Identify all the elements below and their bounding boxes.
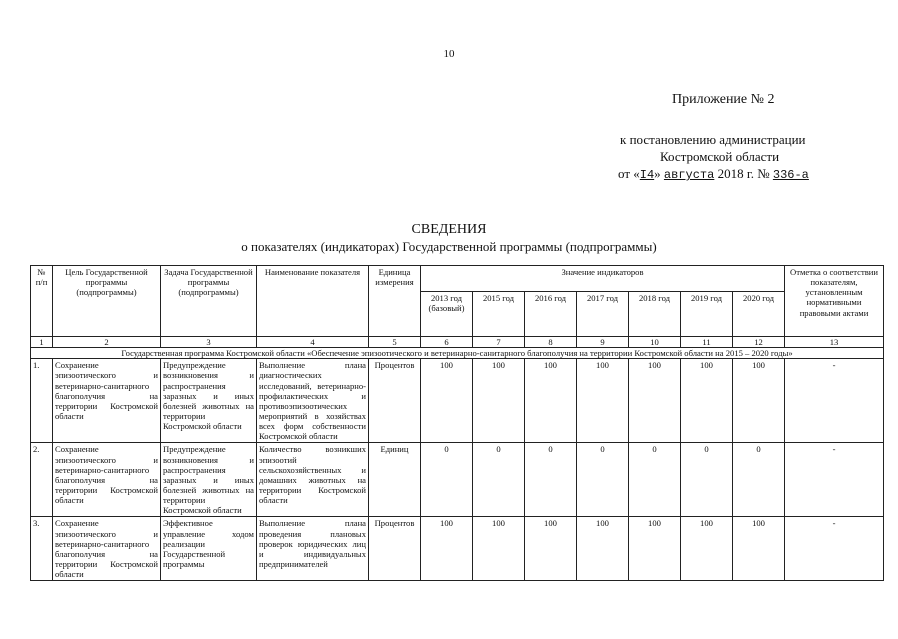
header-unit: Единица измерения bbox=[369, 266, 421, 337]
row-mark: - bbox=[785, 517, 884, 581]
decree-day: I4 bbox=[639, 168, 655, 182]
document-title: СВЕДЕНИЯ bbox=[411, 222, 487, 237]
row-num: 1. bbox=[31, 359, 53, 443]
column-number: 9 bbox=[577, 337, 629, 348]
table-row bbox=[31, 359, 884, 443]
year-header: 2020 год bbox=[733, 291, 785, 336]
row-goal: Сохранение эпизоотического и ветеринарно-санитарного благополучия на территории Костромской области bbox=[53, 517, 161, 581]
column-number: 13 bbox=[785, 337, 884, 348]
header-values: Значение индикаторов bbox=[421, 266, 785, 292]
indicators-table bbox=[30, 265, 884, 581]
row-value: 100 bbox=[473, 359, 525, 443]
row-value: 100 bbox=[733, 517, 785, 581]
column-number: 11 bbox=[681, 337, 733, 348]
decree-month: августа bbox=[663, 168, 715, 182]
document-subtitle: о показателях (индикаторах) Государственной программы (подпрограммы) bbox=[241, 239, 657, 254]
column-number: 5 bbox=[369, 337, 421, 348]
decree-date-line bbox=[618, 166, 809, 182]
column-number: 2 bbox=[53, 337, 161, 348]
row-value: 0 bbox=[421, 443, 473, 517]
row-value: 100 bbox=[577, 359, 629, 443]
row-value: 100 bbox=[421, 517, 473, 581]
year-header: 2017 год bbox=[577, 291, 629, 336]
row-goal: Сохранение эпизоотического и ветеринарно-санитарного благополучия на территории Костромской области bbox=[53, 443, 161, 517]
row-value: 100 bbox=[421, 359, 473, 443]
row-unit: Единиц bbox=[369, 443, 421, 517]
row-value: 0 bbox=[681, 443, 733, 517]
row-num: 2. bbox=[31, 443, 53, 517]
decree-date-mid1: » bbox=[654, 166, 664, 181]
program-row bbox=[31, 348, 884, 359]
year-header: 2019 год bbox=[681, 291, 733, 336]
row-task: Предупреждение возникновения и распространения заразных и иных болезней животных на территории Костромской области bbox=[161, 443, 257, 517]
table-row bbox=[31, 517, 884, 581]
row-value: 0 bbox=[473, 443, 525, 517]
header-num: № п/п bbox=[31, 266, 53, 337]
row-value: 100 bbox=[629, 517, 681, 581]
row-goal: Сохранение эпизоотического и ветеринарно-санитарного благополучия на территории Костромской области bbox=[53, 359, 161, 443]
year-header: 2013 год (базовый) bbox=[421, 291, 473, 336]
row-mark: - bbox=[785, 359, 884, 443]
header-row bbox=[31, 266, 884, 292]
decree-line-2: Костромской области bbox=[660, 149, 780, 164]
row-value: 0 bbox=[577, 443, 629, 517]
table-row bbox=[31, 443, 884, 517]
column-number: 8 bbox=[525, 337, 577, 348]
decree-number: 336-а bbox=[772, 168, 809, 182]
decree-date-mid2: 2018 г. № bbox=[714, 166, 773, 181]
year-header: 2018 год bbox=[629, 291, 681, 336]
header-task: Задача Государственной программы (подпрограммы) bbox=[161, 266, 257, 337]
header-mark: Отметка о соответствии показателям, установленным нормативными правовыми актами bbox=[785, 266, 884, 337]
appendix-title: Приложение № 2 bbox=[672, 92, 775, 107]
year-header: 2016 год bbox=[525, 291, 577, 336]
column-number: 3 bbox=[161, 337, 257, 348]
row-value: 0 bbox=[733, 443, 785, 517]
row-task: Эффективное управление ходом реализации Государственной программы bbox=[161, 517, 257, 581]
row-mark: - bbox=[785, 443, 884, 517]
row-num: 3. bbox=[31, 517, 53, 581]
row-indicator: Количество возникших эпизоотий сельскохозяйственных и домашних животных на территории Костромской области bbox=[257, 443, 369, 517]
column-number: 7 bbox=[473, 337, 525, 348]
column-number: 6 bbox=[421, 337, 473, 348]
row-value: 100 bbox=[733, 359, 785, 443]
row-value: 100 bbox=[629, 359, 681, 443]
column-number: 4 bbox=[257, 337, 369, 348]
row-value: 100 bbox=[473, 517, 525, 581]
decree-date-prefix: от « bbox=[618, 166, 640, 181]
header-goal: Цель Государственной программы (подпрограммы) bbox=[53, 266, 161, 337]
row-indicator: Выполнение плана проведения плановых проверок юридических лиц и индивидуальных предпринимателей bbox=[257, 517, 369, 581]
decree-line-1: к постановлению администрации bbox=[620, 132, 806, 147]
column-number: 12 bbox=[733, 337, 785, 348]
column-numbers-row bbox=[31, 337, 884, 348]
row-unit: Процентов bbox=[369, 359, 421, 443]
row-indicator: Выполнение плана диагностических исследований, ветеринарно-профилактических и противоэпизоотических мероприятий в хозяйствах всех форм собственности Костромской области bbox=[257, 359, 369, 443]
year-header: 2015 год bbox=[473, 291, 525, 336]
column-number: 1 bbox=[31, 337, 53, 348]
row-value: 100 bbox=[681, 517, 733, 581]
row-value: 0 bbox=[629, 443, 681, 517]
row-task: Предупреждение возникновения и распространения заразных и иных болезней животных на территории Костромской области bbox=[161, 359, 257, 443]
header-indicator: Наименование показателя bbox=[257, 266, 369, 337]
column-number: 10 bbox=[629, 337, 681, 348]
page-number: 10 bbox=[443, 48, 455, 60]
row-value: 100 bbox=[525, 517, 577, 581]
row-value: 100 bbox=[681, 359, 733, 443]
row-value: 100 bbox=[577, 517, 629, 581]
program-title: Государственная программа Костромской области «Обеспечение эпизоотического и ветеринарно-санитарного благополучия на территории Костромской области на 2015 – 2020 годы» bbox=[31, 348, 884, 359]
row-value: 100 bbox=[525, 359, 577, 443]
row-unit: Процентов bbox=[369, 517, 421, 581]
row-value: 0 bbox=[525, 443, 577, 517]
